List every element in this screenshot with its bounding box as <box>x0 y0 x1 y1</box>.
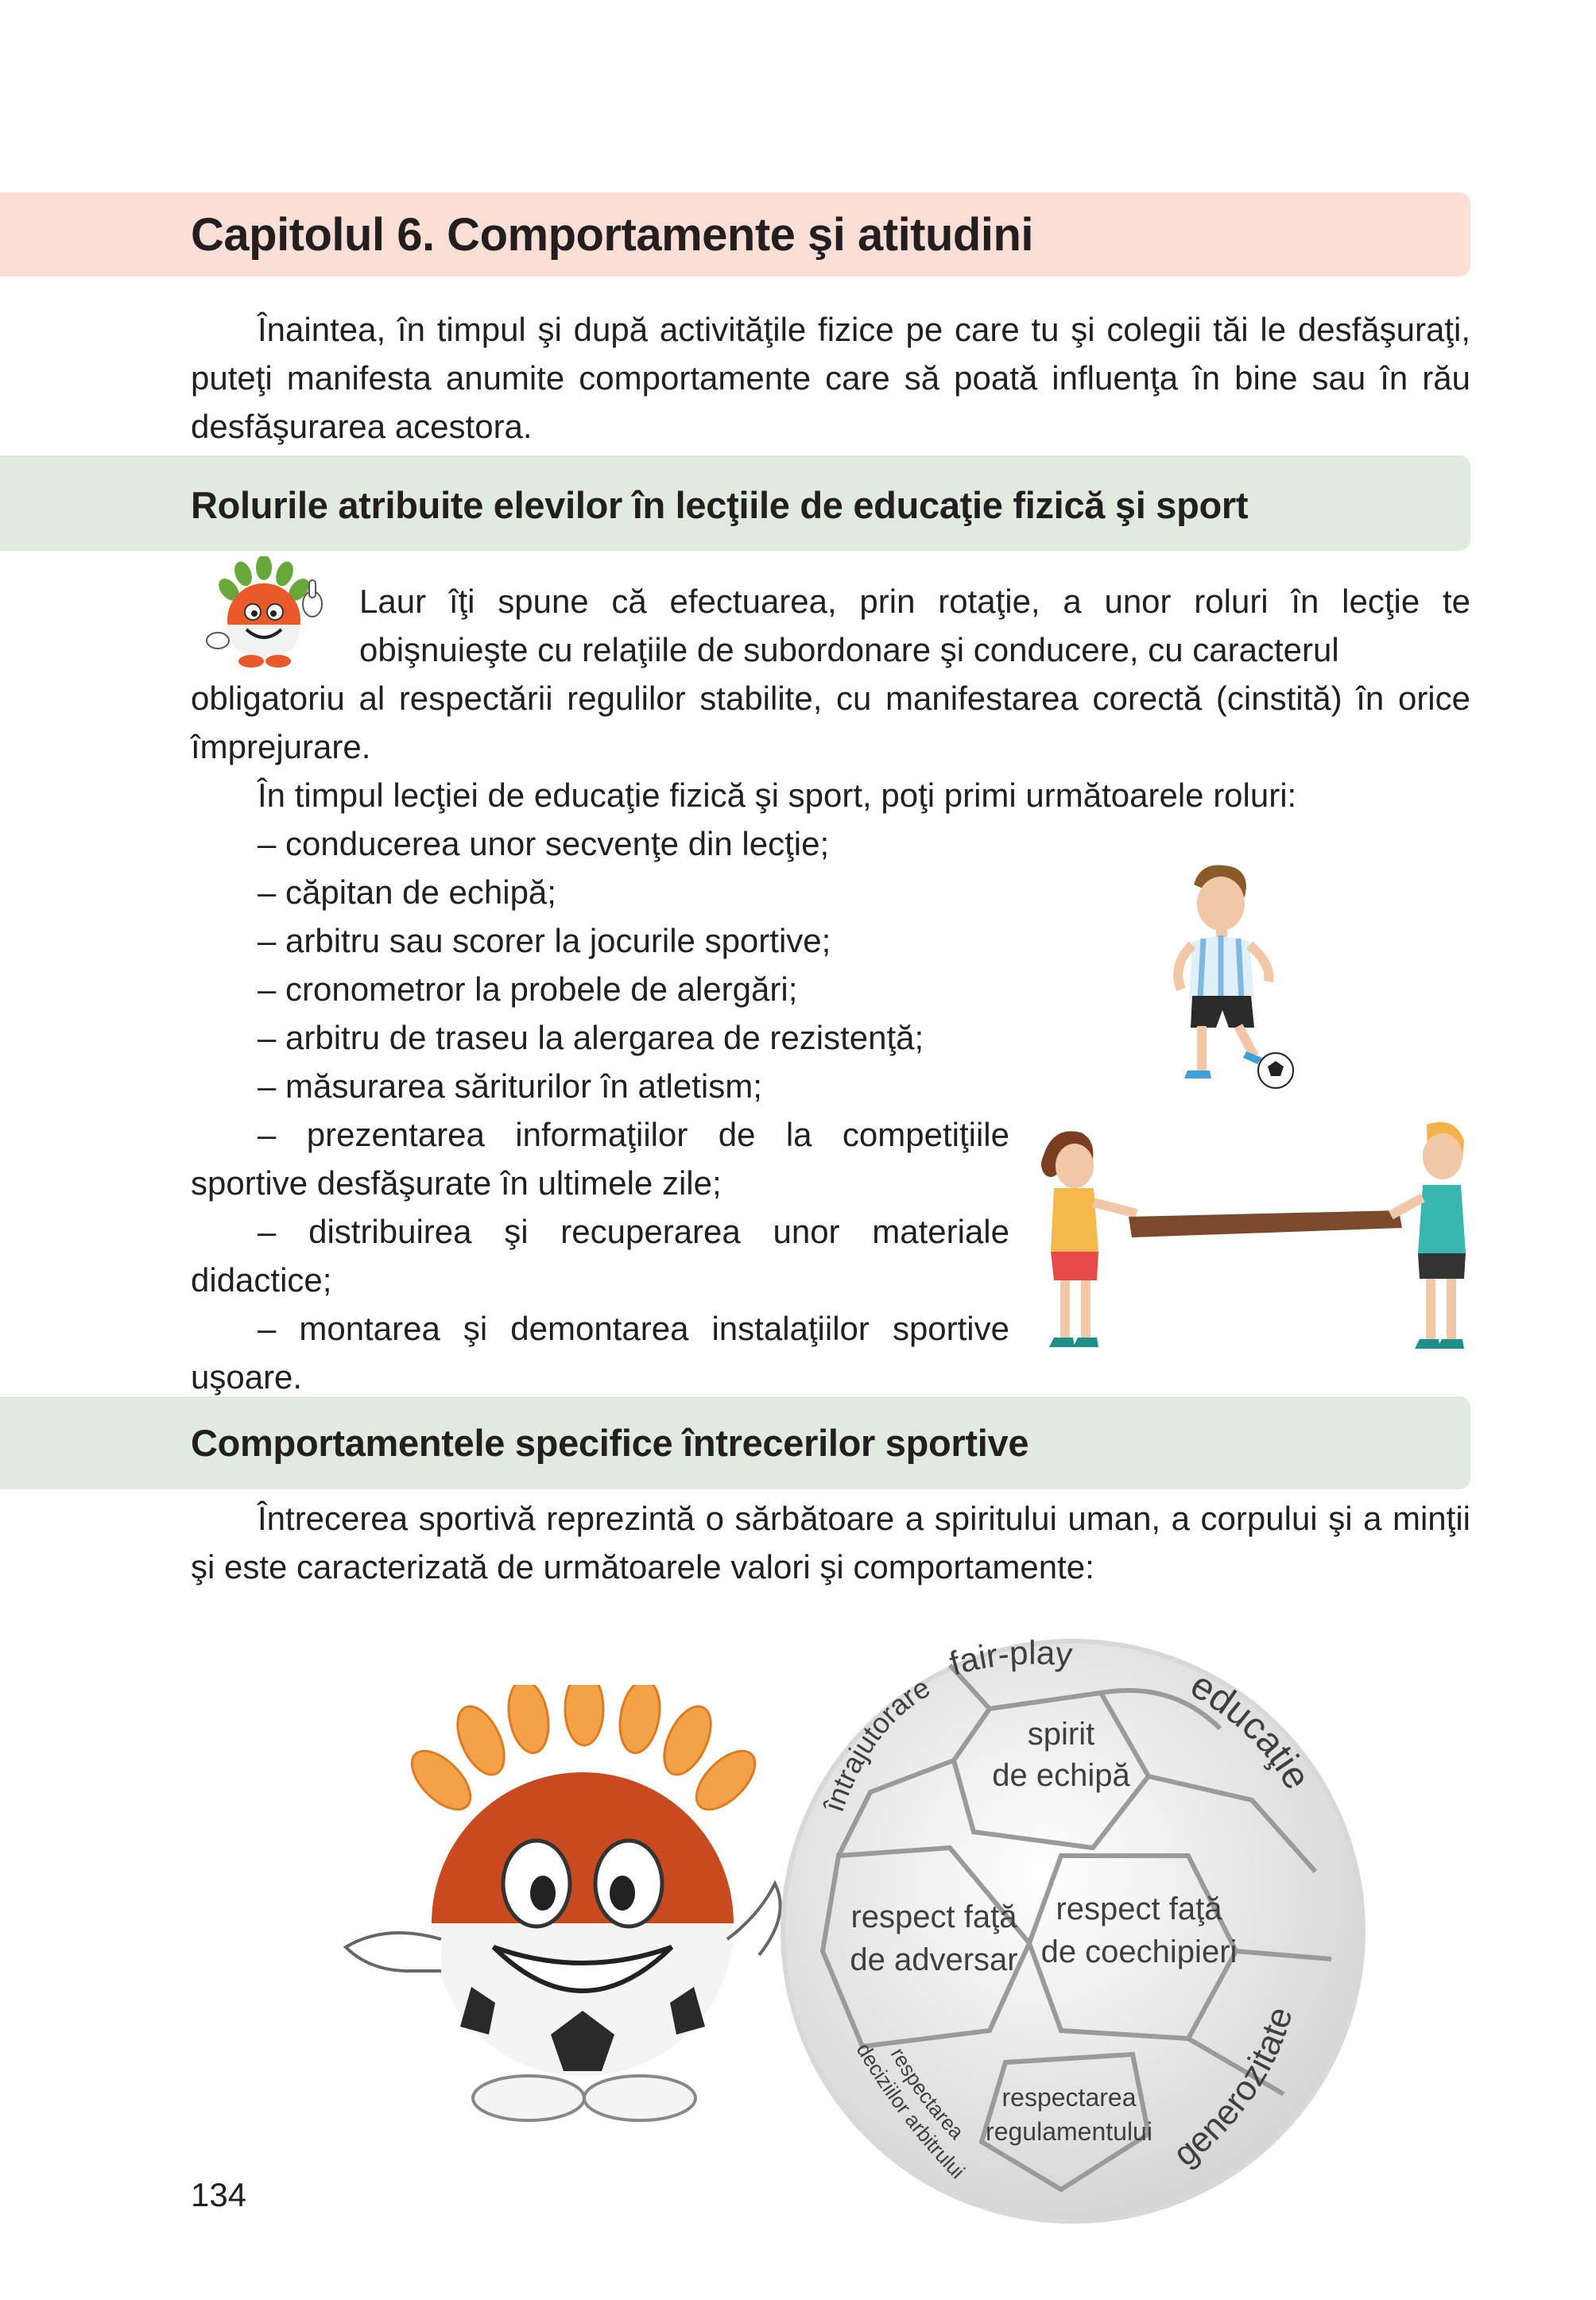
list-item: – căpitan de echipă; <box>258 873 556 911</box>
boy-with-ball-illustration <box>1152 862 1304 1097</box>
ball-label-respectarea-arbitru-2: deciziilor arbitrului <box>851 2039 970 2184</box>
ball-label-intrajutorare: întrajutorare <box>817 1671 936 1816</box>
intro-paragraph: Înaintea, în timpul şi după activităţile fizice pe care tu şi colegii tăi le desfăşuraţi, puteţi manifesta anumite comportamente care să poată influenţa în bine sau în rău desfăşurarea acestora. <box>191 311 1470 445</box>
laur-mascot-large-illustration <box>314 1685 823 2130</box>
ball-label-fair-play: fair-play <box>945 1633 1075 1682</box>
ball-label-generozitate: generozitate <box>1166 2002 1300 2174</box>
chapter-title: Capitolul 6. Comportamente şi atitudini <box>191 209 1034 261</box>
list-item: – distribuirea şi recuperarea unor materiale didactice; <box>191 1213 1009 1299</box>
list-item: – montarea şi demontarea instalaţiilor sportive uşoare. <box>191 1310 1009 1396</box>
laur-paragraph-start: Laur îţi spune că efectuarea, prin rotaţie, a unor roluri în lecţie te obişnuieşte cu relaţiile de subordonare şi conducere, cu caracterul <box>359 583 1470 668</box>
list-item: – cronometror la probele de alergări; <box>258 970 798 1008</box>
ball-label-respect-coech-2: de coechipieri <box>1040 1934 1238 1969</box>
roles-intro: În timpul lecţiei de educaţie fizică şi sport, poţi primi următoarele roluri: <box>258 776 1297 814</box>
ball-label-respect-adv-2: de adversar <box>850 1942 1018 1977</box>
ball-label-team: de echipă <box>992 1758 1130 1793</box>
ball-label-regulament-1: respectarea <box>1001 2083 1137 2112</box>
list-item: – arbitru sau scorer la jocurile sportive; <box>258 922 831 959</box>
list-item: – arbitru de traseu la alergarea de rezistenţă; <box>258 1019 924 1056</box>
children-carrying-board-illustration <box>1025 1109 1486 1371</box>
list-item: – conducerea unor secvenţe din lecţie; <box>258 825 830 862</box>
section-title-roles: Rolurile atribuite elevilor în lecţiile de educaţie fizică şi sport <box>191 484 1249 526</box>
ball-label-spirit: spirit <box>1027 1717 1095 1752</box>
soccer-ball-values-illustration <box>775 1617 1371 2237</box>
laur-paragraph-end: obligatoriu al respectării regulilor stabilite, cu manifestarea corectă (cinstită) în orice împrejurare. <box>191 680 1470 765</box>
section-title-competitions: Comportamentele specifice întrecerilor sportive <box>191 1422 1029 1464</box>
ball-label-respect-coech-1: respect faţă <box>1056 1891 1222 1926</box>
ball-label-educatie: educaţie <box>1183 1663 1319 1797</box>
ball-label-regulament-2: regulamentului <box>986 2117 1152 2146</box>
roles-list <box>191 819 1009 1401</box>
competition-paragraph: Întrecerea sportivă reprezintă o sărbătoare a spiritului uman, a corpului şi a minţii şi este caracterizată de următoarele valori şi comportamente: <box>191 1500 1470 1586</box>
ball-label-respectarea-arbitru-1: respectarea <box>885 2043 969 2144</box>
list-item: – măsurarea săriturilor în atletism; <box>258 1067 762 1105</box>
ball-label-respect-adv-1: respect faţă <box>850 1899 1017 1934</box>
laur-mascot-icon <box>199 556 334 672</box>
page-number: 134 <box>191 2176 247 2213</box>
list-item: – prezentarea informaţiilor de la competiţiile sportive desfăşurate în ultimele zile; <box>191 1116 1009 1202</box>
